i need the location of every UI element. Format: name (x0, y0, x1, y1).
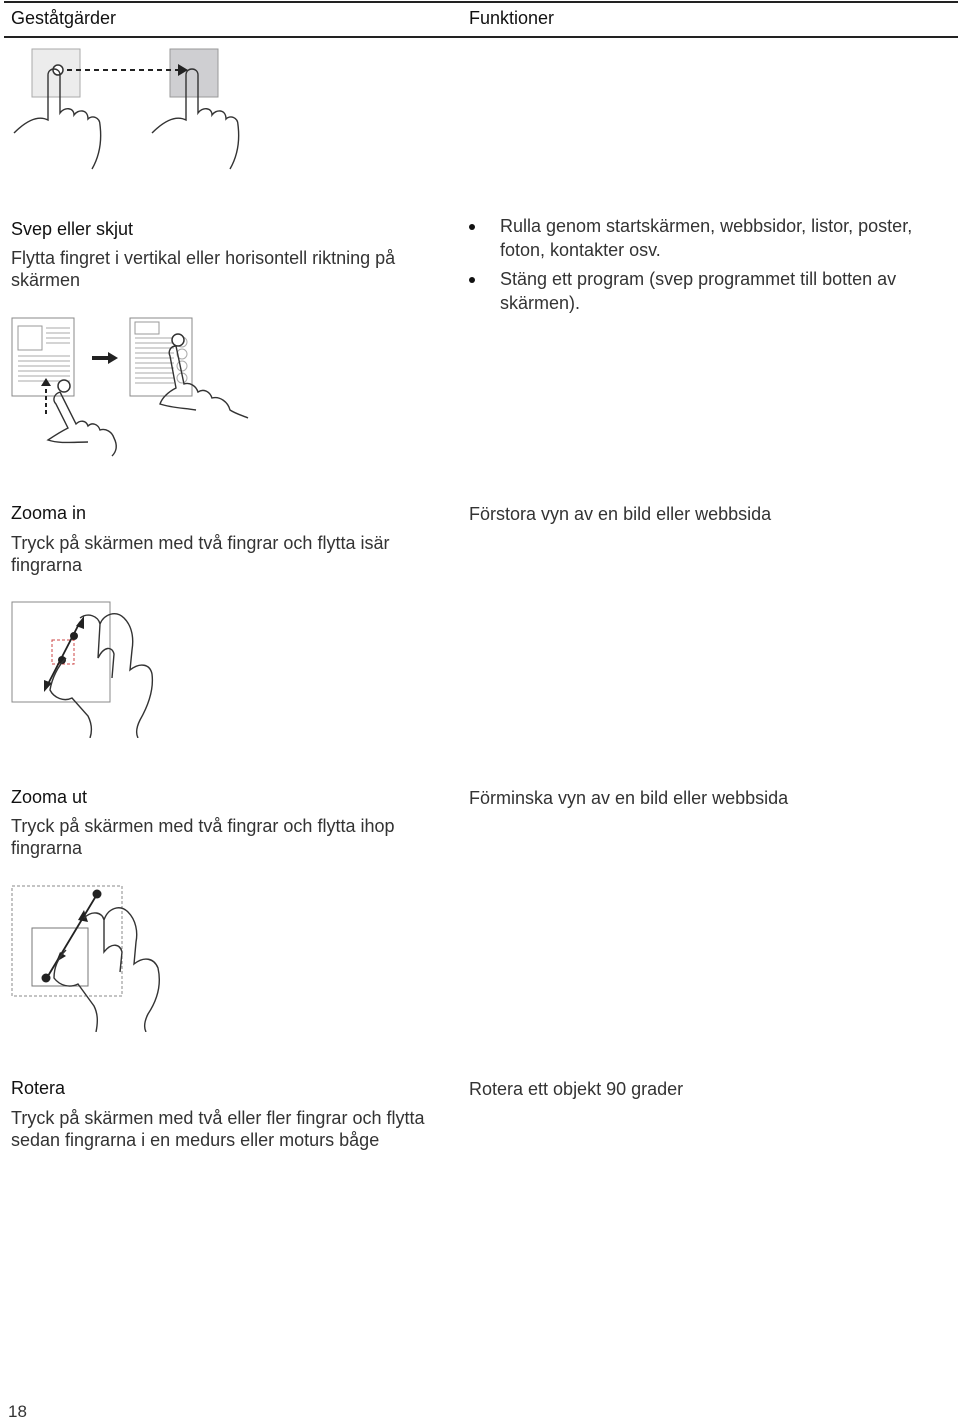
function-list-swipe (469, 214, 939, 320)
zoom-out-illustration (8, 882, 178, 1032)
function-text: Stäng ett program (svep programmet till botten av skärmen). (500, 269, 897, 313)
bullet-icon (469, 224, 475, 230)
list-item (469, 267, 939, 315)
column-header-functions: Funktioner (469, 8, 555, 28)
function-text-rotate: Rotera ett objekt 90 grader (469, 1079, 684, 1099)
gesture-title-zoom-in: Zooma in (11, 503, 87, 523)
gesture-title-rotate: Rotera (11, 1078, 66, 1098)
header-bottom-rule (4, 36, 958, 38)
gesture-title-zoom-out: Zooma ut (11, 787, 88, 807)
function-text-zoom-in: Förstora vyn av en bild eller webbsida (469, 504, 772, 524)
gesture-title-swipe: Svep eller skjut (11, 219, 134, 239)
zoom-in-illustration (8, 598, 168, 738)
column-header-gestures: Geståtgärder (11, 8, 117, 28)
function-text-zoom-out: Förminska vyn av en bild eller webbsida (469, 788, 789, 808)
swipe-vertical-illustration (8, 314, 258, 459)
swipe-horizontal-illustration (8, 45, 258, 175)
bullet-icon (469, 277, 475, 283)
gesture-description-zoom-out: Tryck på skärmen med två fingrar och flytta ihop fingrarna (11, 816, 395, 858)
gesture-description-rotate: Tryck på skärmen med två eller fler fingrar och flytta sedan fingrarna i en medurs eller moturs båge (11, 1108, 425, 1150)
function-text: Rulla genom startskärmen, webbsidor, listor, poster, foton, kontakter osv. (500, 216, 913, 260)
page-number: 18 (8, 1402, 27, 1421)
header-top-rule (4, 1, 958, 3)
gesture-description-zoom-in: Tryck på skärmen med två fingrar och flytta isär fingrarna (11, 533, 390, 575)
list-item (469, 214, 939, 262)
gesture-description-swipe: Flytta fingret i vertikal eller horisontell riktning på skärmen (11, 248, 396, 290)
